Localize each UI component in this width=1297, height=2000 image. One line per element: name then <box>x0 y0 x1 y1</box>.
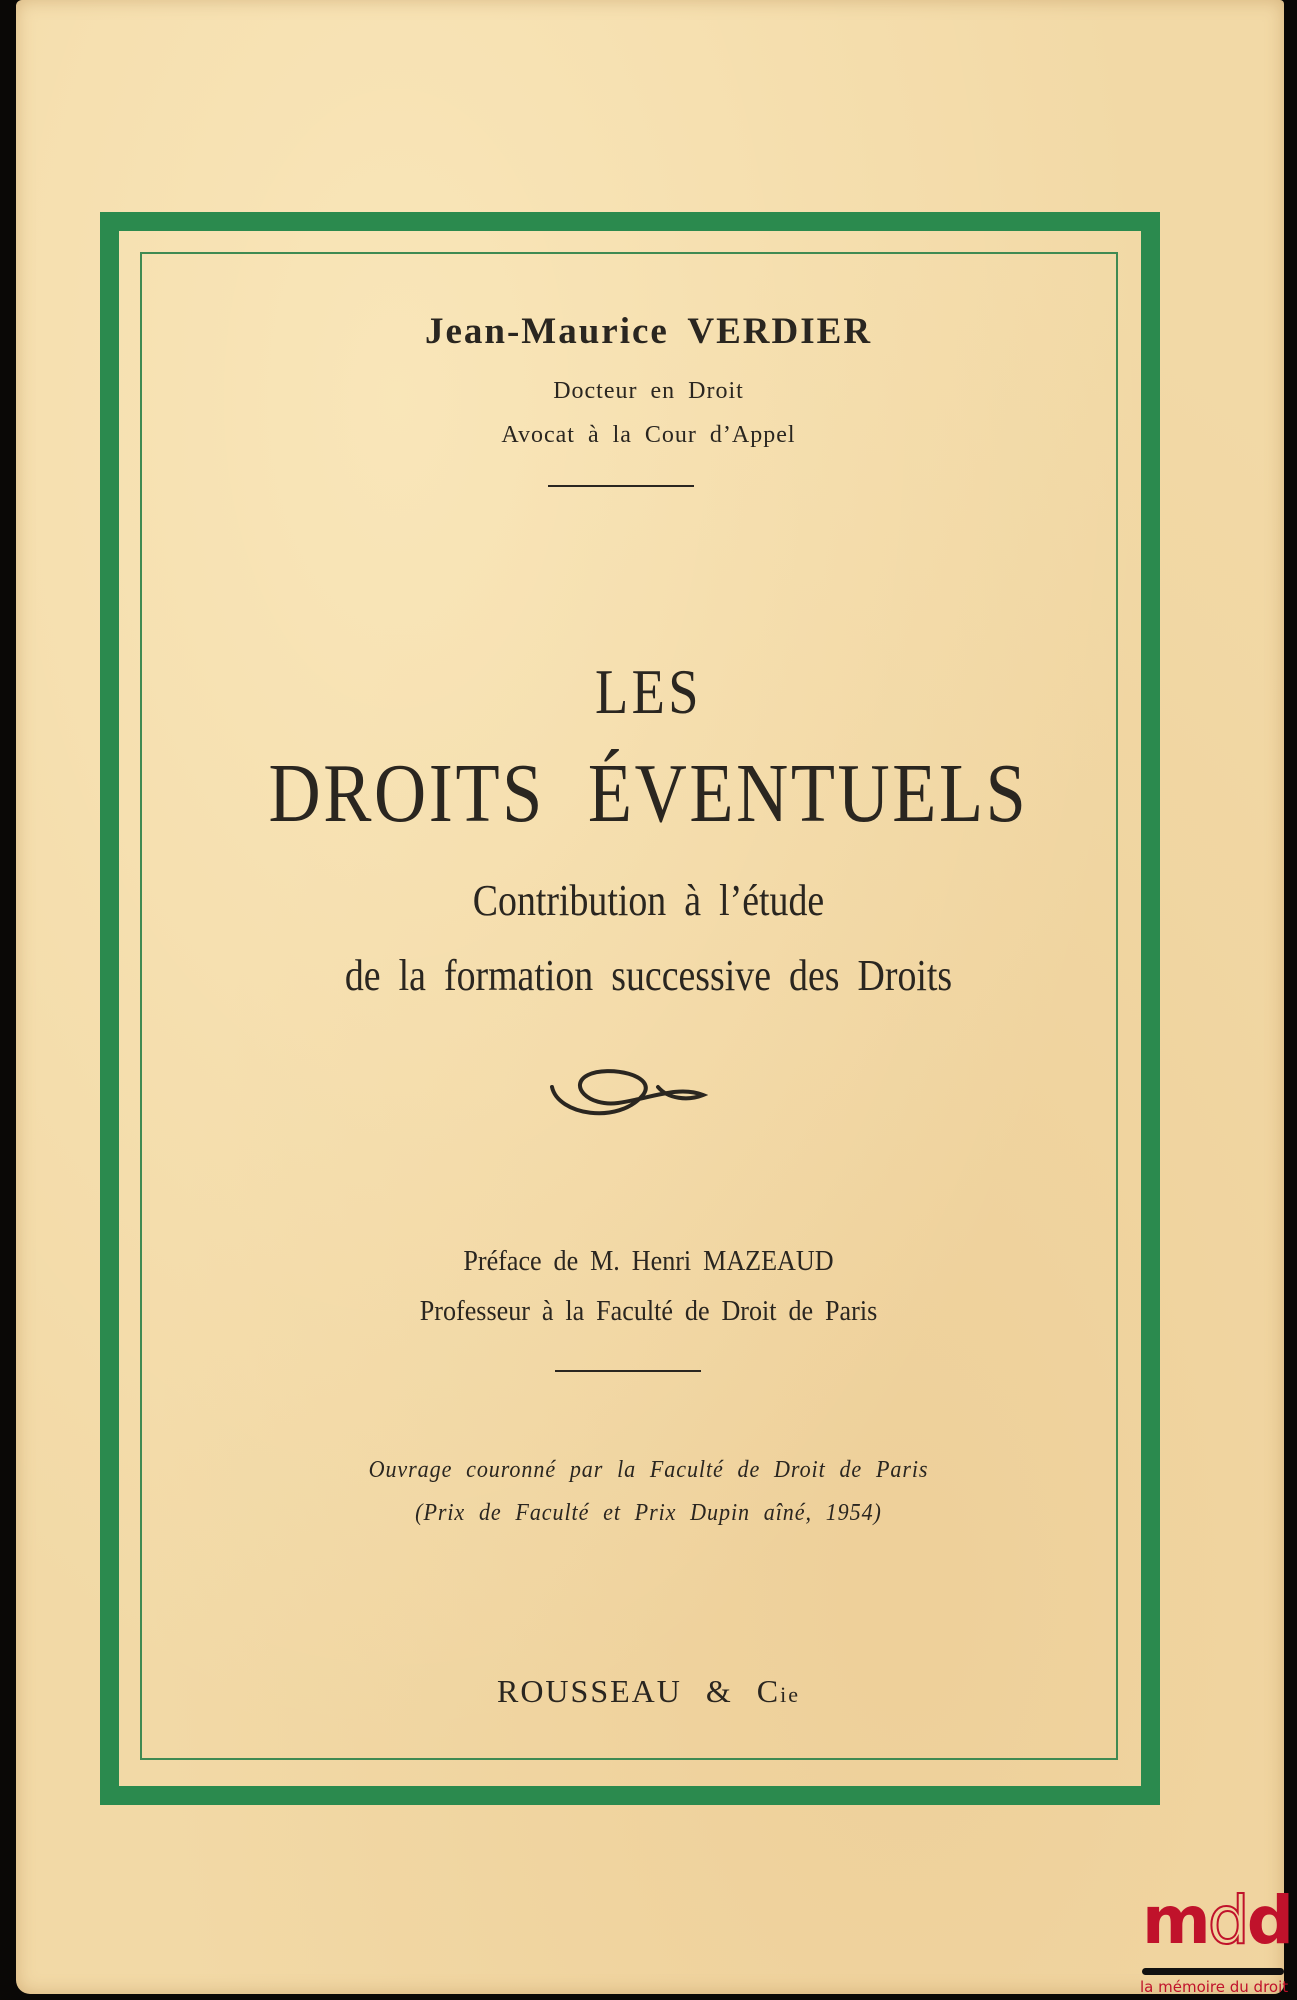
title-line-1: LES <box>595 656 702 727</box>
author-profession: Avocat à la Cour d’Appel <box>501 422 796 448</box>
award-line-2: (Prix de Faculté et Prix Dupin aîné, 1954) <box>415 1500 882 1526</box>
subtitle-line-1: Contribution à l’étude <box>472 876 825 925</box>
divider-rule <box>555 1370 701 1372</box>
title-line-2: DROITS ÉVENTUELS <box>268 747 1029 840</box>
mdd-logo-mark: mdd <box>1142 1882 1291 1959</box>
publisher-main: ROUSSEAU & C <box>496 1673 781 1709</box>
divider-rule <box>548 485 694 487</box>
preface-author-title: Professeur à la Faculté de Droit de Paris <box>419 1295 878 1327</box>
flourish-ornament-icon <box>548 1055 708 1135</box>
logo-underline <box>1142 1968 1284 1975</box>
logo-tagline: la mémoire du droit <box>1140 1978 1289 1996</box>
author-degree: Docteur en Droit <box>553 378 744 404</box>
subtitle-line-2: de la formation successive des Droits <box>344 951 953 1000</box>
publisher-name <box>0 1673 1297 1710</box>
mdd-watermark-logo <box>1138 1882 1291 2000</box>
award-line-1: Ouvrage couronné par la Faculté de Droit de Paris <box>368 1457 929 1483</box>
inner-frame-rule <box>140 252 1118 1760</box>
publisher-suffix: ie <box>780 1682 801 1707</box>
preface-author: Préface de M. Henri MAZEAUD <box>463 1245 834 1277</box>
author-name: Jean-Maurice VERDIER <box>424 311 873 352</box>
